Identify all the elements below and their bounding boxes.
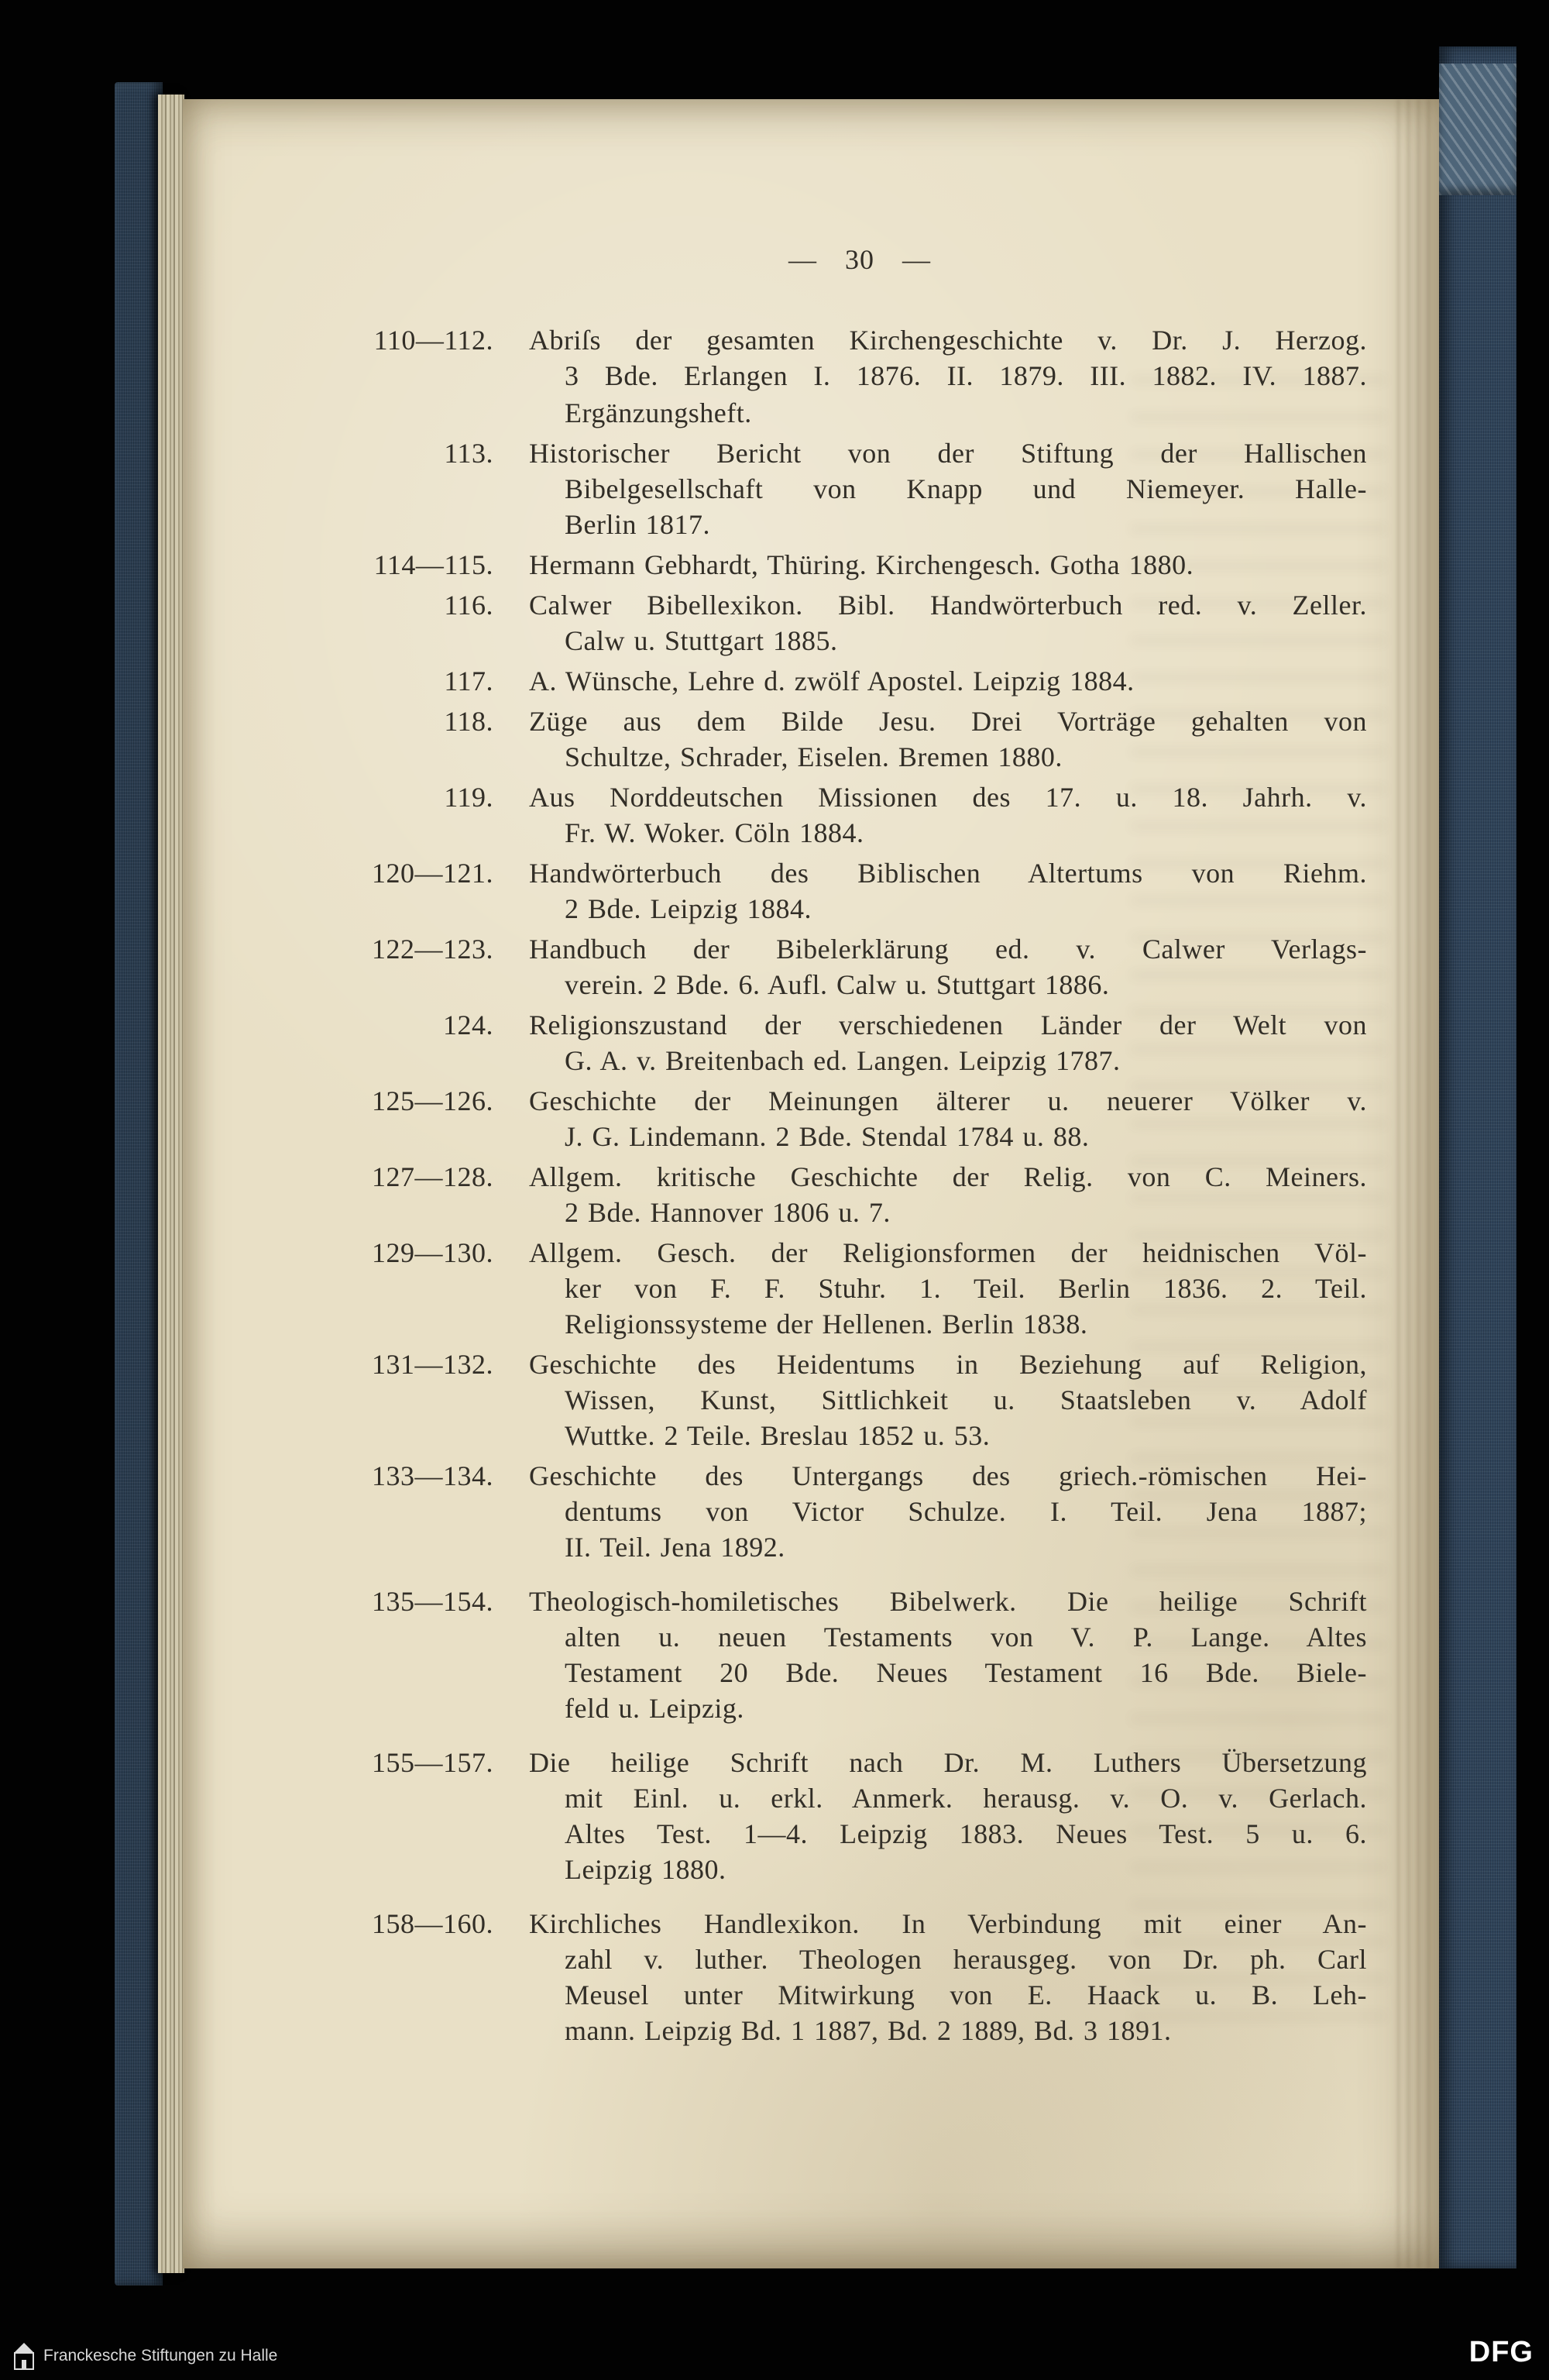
bibliography-entry [352,663,1367,699]
bibliography-entry [352,1159,1367,1230]
entry-line: mann. Leipzig Bd. 1 1887, Bd. 2 1889, Bd. 3 1891. [565,2015,1172,2046]
entry-line: Leipzig 1880. [565,1854,726,1885]
entry-line: zahl v. luther. Theologen herausgeg. von Dr. ph. Carl [565,1944,1367,1975]
book-cover-right-edge [1439,46,1516,2268]
bibliography-entry [352,435,1367,542]
entry-text [529,1007,1367,1078]
bibliography-entry [352,1083,1367,1154]
entry-number: 124. [443,1009,493,1040]
bibliography-entry [352,1745,1367,1887]
entry-line: Calwer Bibellexikon. Bibl. Handwörterbuch red. v. Zeller. [529,590,1367,621]
entry-line: 2 Bde. Leipzig 1884. [565,893,812,924]
entry-line: Die heilige Schrift nach Dr. M. Luthers Übersetzung [529,1747,1367,1778]
entry-text [529,547,1367,583]
entry-number: 129—130. [372,1237,493,1268]
dfg-logo: DFG [1468,2336,1534,2368]
entry-number: 110—112. [373,325,493,356]
entry-text [529,663,1367,699]
entry-line: Theologisch-homiletisches Bibelwerk. Die heilige Schrift [529,1586,1367,1617]
entry-text [529,1083,1367,1154]
entry-line: Religionssysteme der Hellenen. Berlin 1838. [565,1309,1088,1340]
entry-line: Wissen, Kunst, Sittlichkeit u. Staatsleben v. Adolf [565,1384,1367,1415]
entry-line: Hermann Gebhardt, Thüring. Kirchengesch. Gotha 1880. [529,549,1194,580]
entry-text [529,587,1367,659]
entry-appendix: Ergänzungsheft. [565,397,752,428]
entry-number: 120—121. [372,858,493,889]
bibliography-entry [352,1346,1367,1453]
entry-number: 127—128. [372,1161,493,1192]
entry-text [529,703,1367,775]
entry-line: A. Wünsche, Lehre d. zwölf Apostel. Leipzig 1884. [529,666,1135,696]
entry-line: G. A. v. Breitenbach ed. Langen. Leipzig 1787. [565,1045,1121,1076]
entry-line: mit Einl. u. erkl. Anmerk. herausg. v. O. v. Gerlach. [565,1783,1367,1814]
entry-number: 122—123. [372,934,493,965]
entry-line: Handbuch der Bibelerklärung ed. v. Calwer Verlags- [529,934,1367,965]
entry-number: 117. [444,666,493,696]
printed-content [352,99,1367,2048]
entry-text [529,1159,1367,1230]
entry-line: J. G. Lindemann. 2 Bde. Stendal 1784 u. 88. [565,1121,1090,1152]
entry-line: Aus Norddeutschen Missionen des 17. u. 18. Jahrh. v. [529,782,1367,813]
entry-line: Calw u. Stuttgart 1885. [565,625,838,656]
bibliography-entry [352,703,1367,775]
entry-text [529,1584,1367,1726]
bibliography-entry [352,931,1367,1003]
entry-text [529,1745,1367,1887]
bibliography-entry [352,779,1367,851]
entry-line: Testament 20 Bde. Neues Testament 16 Bde. Biele- [565,1657,1367,1688]
entry-text [529,1235,1367,1342]
page-stack-edges [158,95,184,2273]
entry-line: dentums von Victor Schulze. I. Teil. Jena 1887; [565,1496,1367,1527]
entry-number: 113. [444,438,493,469]
entry-number: 114—115. [373,549,493,580]
entry-text [529,931,1367,1003]
entry-line: Geschichte der Meinungen älterer u. neuerer Völker v. [529,1085,1367,1116]
entry-number: 135—154. [372,1586,493,1617]
gutter-crease [1389,99,1430,2268]
entry-line: 3 Bde. Erlangen I. 1876. II. 1879. III. 1882. IV. 1887. [565,360,1367,391]
entry-text [529,322,1367,431]
entry-line: II. Teil. Jena 1892. [565,1532,785,1563]
entry-line: ker von F. F. Stuhr. 1. Teil. Berlin 1836. 2. Teil. [565,1273,1367,1304]
entry-number: 133—134. [372,1460,493,1491]
entry-line: Religionszustand der verschiedenen Länder der Welt von [529,1009,1367,1040]
book-cover-corner-stitching [1439,64,1516,195]
entry-line: 2 Bde. Hannover 1806 u. 7. [565,1197,891,1228]
entry-line: Züge aus dem Bilde Jesu. Drei Vorträge gehalten von [529,706,1367,737]
page-number: — 30 — [788,244,931,275]
entry-text [529,779,1367,851]
entry-line: Geschichte des Heidentums in Beziehung auf Religion, [529,1349,1367,1380]
franckesche-stiftungen-logo [12,2341,36,2371]
entry-line: Wuttke. 2 Teile. Breslau 1852 u. 53. [565,1420,991,1451]
entry-line: Fr. W. Woker. Cöln 1884. [565,817,864,848]
entry-number: 125—126. [372,1085,493,1116]
entry-number: 118. [444,706,493,737]
book-page [183,99,1441,2268]
bibliography-entry [352,1458,1367,1565]
entry-number: 158—160. [372,1908,493,1939]
entry-line: Altes Test. 1—4. Leipzig 1883. Neues Test. 5 u. 6. [565,1818,1367,1849]
entry-text [529,435,1367,542]
entry-number: 119. [444,782,493,813]
entry-text [529,1346,1367,1453]
entry-line: alten u. neuen Testaments von V. P. Lange. Altes [565,1622,1367,1653]
footer-branding [12,2341,277,2371]
entry-line: Allgem. kritische Geschichte der Relig. von C. Meiners. [529,1161,1367,1192]
entry-number: 155—157. [372,1747,493,1778]
entry-text [529,855,1367,927]
entry-line: verein. 2 Bde. 6. Aufl. Calw u. Stuttgart 1886. [565,969,1110,1000]
entry-text [529,1458,1367,1565]
entry-line: Geschichte des Untergangs des griech.-römischen Hei- [529,1460,1367,1491]
entry-line: feld u. Leipzig. [565,1693,744,1724]
bibliography-entry [352,1007,1367,1078]
entry-line: Historischer Bericht von der Stiftung der Hallischen [529,438,1367,469]
bibliography-entry [352,1235,1367,1342]
entry-line: Meusel unter Mitwirkung von E. Haack u. B. Leh- [565,1979,1367,2010]
bibliography-entry [352,855,1367,927]
entry-line: Kirchliches Handlexikon. In Verbindung mit einer An- [529,1908,1367,1939]
book-cover-left-edge [115,82,163,2285]
entry-line: Allgem. Gesch. der Religionsformen der heidnischen Völ- [529,1237,1367,1268]
entry-line: Berlin 1817. [565,509,710,540]
bibliography-entry [352,547,1367,583]
bibliography-entry [352,1584,1367,1726]
entry-number: 131—132. [372,1349,493,1380]
bibliography-entry [352,587,1367,659]
entry-number: 116. [444,590,493,621]
entry-line: Handwörterbuch des Biblischen Altertums von Riehm. [529,858,1367,889]
entry-line: Abriſs der gesamten Kirchengeschichte v. Dr. J. Herzog. [529,325,1367,356]
bibliography-entry [352,1906,1367,2048]
entry-line: Bibelgesellschaft von Knapp und Niemeyer. Halle- [565,473,1367,504]
entry-line: Schultze, Schrader, Eiselen. Bremen 1880. [565,741,1063,772]
entry-list [352,322,1367,2048]
footer-institution-label: Franckesche Stiftungen zu Halle [43,2347,278,2365]
entry-text [529,1906,1367,2048]
bibliography-entry [352,322,1367,431]
